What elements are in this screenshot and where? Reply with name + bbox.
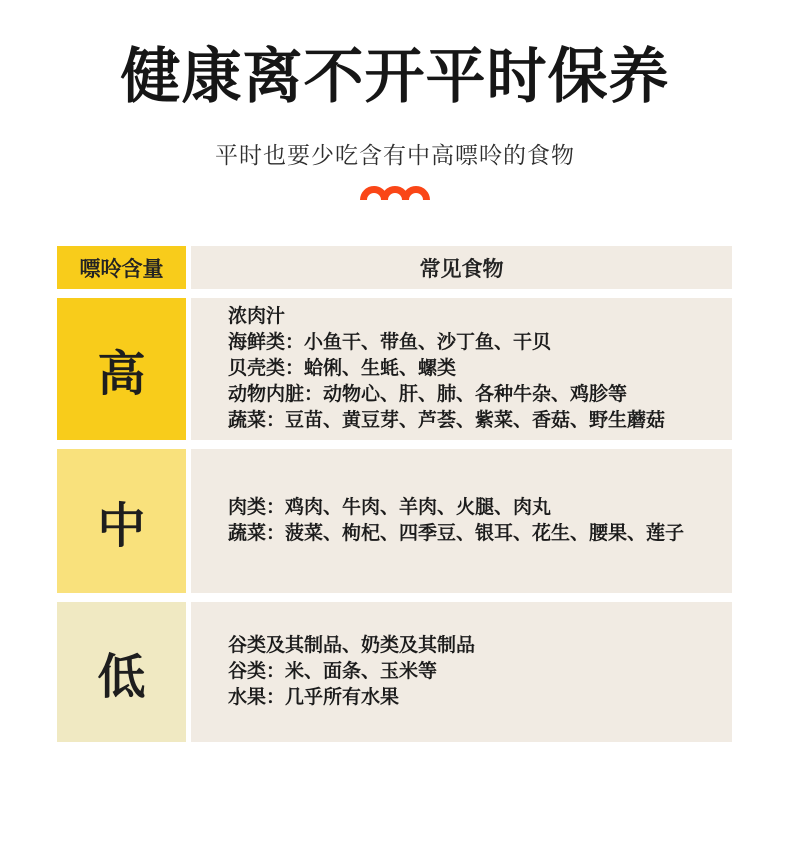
purine-table xyxy=(57,246,732,742)
food-line: 谷类及其制品、奶类及其制品 xyxy=(228,635,476,657)
purine-level-cell: 中 xyxy=(57,449,186,593)
foods-cell xyxy=(191,602,732,742)
food-line: 贝壳类：蛤俐、生蚝、螺类 xyxy=(228,358,457,380)
food-line: 海鲜类：小鱼干、带鱼、沙丁鱼、干贝 xyxy=(228,332,552,354)
food-line: 水果：几乎所有水果 xyxy=(228,687,400,709)
foods-cell xyxy=(191,298,732,440)
purine-level-cell: 低 xyxy=(57,602,186,742)
food-line: 动物内脏：动物心、肝、肺、各种牛杂、鸡胗等 xyxy=(228,384,628,406)
food-line: 蔬菜：菠菜、枸杞、四季豆、银耳、花生、腰果、莲子 xyxy=(228,523,685,545)
header-purine-level: 嘌呤含量 xyxy=(57,246,186,289)
page-title: 健康离不开平时保养 xyxy=(120,44,670,110)
food-line: 蔬菜：豆苗、黄豆芽、芦荟、紫菜、香菇、野生蘑菇 xyxy=(228,410,666,432)
purine-level-cell: 高 xyxy=(57,298,186,440)
scallop-decoration-icon xyxy=(0,179,790,201)
food-line: 浓肉汁 xyxy=(228,306,286,328)
food-line: 肉类：鸡肉、牛肉、羊肉、火腿、肉丸 xyxy=(228,497,552,519)
foods-cell xyxy=(191,449,732,593)
food-line: 谷类：米、面条、玉米等 xyxy=(228,661,438,683)
header-common-foods: 常见食物 xyxy=(191,246,732,289)
page-subtitle: 平时也要少吃含有中高嘌呤的食物 xyxy=(215,142,575,169)
